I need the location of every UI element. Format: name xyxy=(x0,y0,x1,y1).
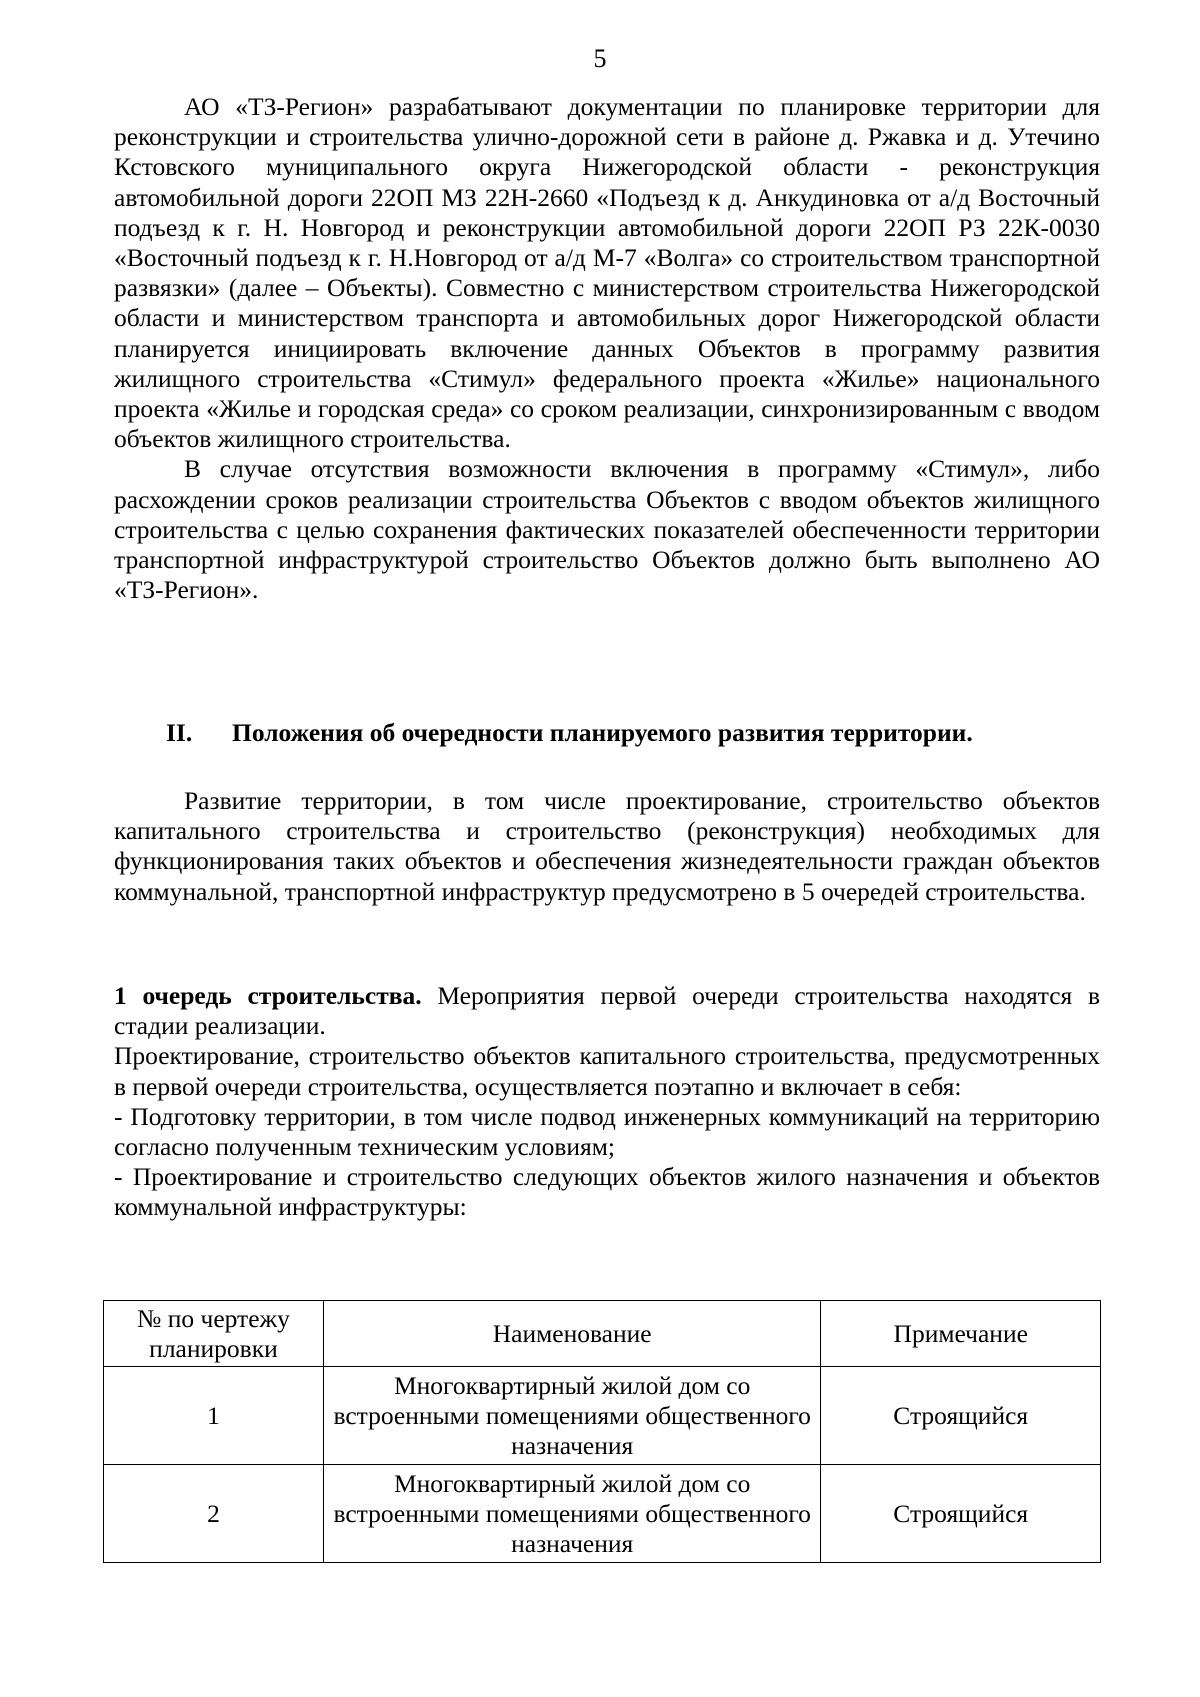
intro-paragraph: В случае отсутствия возможности включения в программу «Стимул», либо расхождении сроков реализации строительства Объектов с вводом объектов жилищного строительства с целью сохранения фактических показателей обеспеченности территории транспортной инфраструктурой строительство Объектов должно быть выполнено АО «ТЗ-Регион». xyxy=(114,454,1100,605)
section-intro-block xyxy=(114,786,1100,907)
cell-name: Многоквартирный жилой дом со встроенными помещениями общественного назначения xyxy=(323,1465,821,1563)
cell-note: Строящийся xyxy=(821,1367,1101,1465)
stage1-item: - Подготовку территории, в том числе подвод инженерных коммуникаций на территорию согласно полученным техническим условиям; xyxy=(114,1101,1100,1162)
cell-note: Строящийся xyxy=(821,1465,1101,1563)
intro-block xyxy=(114,92,1100,605)
page-number: 5 xyxy=(593,44,607,73)
header-number: № по чертежу планировки xyxy=(104,1301,324,1367)
stage1-block xyxy=(114,981,1100,1223)
stage1-title: 1 очередь строительства. xyxy=(114,981,422,1010)
stage1-title-rest: Мероприятия первой очереди строительства находятся в стадии реализации. xyxy=(114,981,1100,1041)
header-note: Примечание xyxy=(821,1301,1101,1367)
table-row xyxy=(104,1465,1101,1563)
table-row xyxy=(104,1367,1101,1465)
objects-table xyxy=(103,1300,1101,1563)
cell-number: 2 xyxy=(104,1465,324,1563)
section-title: Положения об очередности планируемого развития территории. xyxy=(232,718,973,747)
cell-name: Многоквартирный жилой дом со встроенными помещениями общественного назначения xyxy=(323,1367,821,1465)
table-header-row xyxy=(104,1301,1101,1367)
intro-paragraph: АО «ТЗ-Регион» разрабатывают документации по планировке территории для реконструкции и строительства улично-дорожной сети в районе д. Ржавка и д. Утечино Кстовского муниципального округа Нижегородской области - реконструкция автомобильной дороги 22ОП МЗ 22Н-2660 «Подъезд к д. Анкудиновка от а/д Восточный подъезд к г. Н. Новгород и реконструкции автомобильной дороги 22ОП РЗ 22К-0030 «Восточный подъезд к г. Н.Новгород от а/д М-7 «Волга» со строительством транспортной развязки» (далее – Объекты). Совместно с министерством строительства Нижегородской области и министерством транспорта и автомобильных дорог Нижегородской области планируется инициировать включение данных Объектов в программу развития жилищного строительства «Стимул» федерального проекта «Жилье» национального проекта «Жилье и городская среда» со сроком реализации, синхронизированным с вводом объектов жилищного строительства. xyxy=(114,92,1100,454)
header-name: Наименование xyxy=(323,1301,821,1367)
stage1-item: - Проектирование и строительство следующих объектов жилого назначения и объектов коммунальной инфраструктуры: xyxy=(114,1162,1100,1222)
section-intro-paragraph: Развитие территории, в том числе проектирование, строительство объектов капитального строительства и строительство (реконструкция) необходимых для функционирования таких объектов и обеспечения жизнедеятельности граждан объектов коммунальной, транспортной инфраструктур предусмотрено в 5 очередей строительства. xyxy=(114,786,1100,906)
stage1-description: Проектирование, строительство объектов капитального строительства, предусмотренных в первой очереди строительства, осуществляется поэтапно и включает в себя: xyxy=(114,1041,1100,1101)
cell-number: 1 xyxy=(104,1367,324,1465)
section-number: II. xyxy=(166,718,193,747)
stage1-paragraph xyxy=(114,981,1100,1041)
